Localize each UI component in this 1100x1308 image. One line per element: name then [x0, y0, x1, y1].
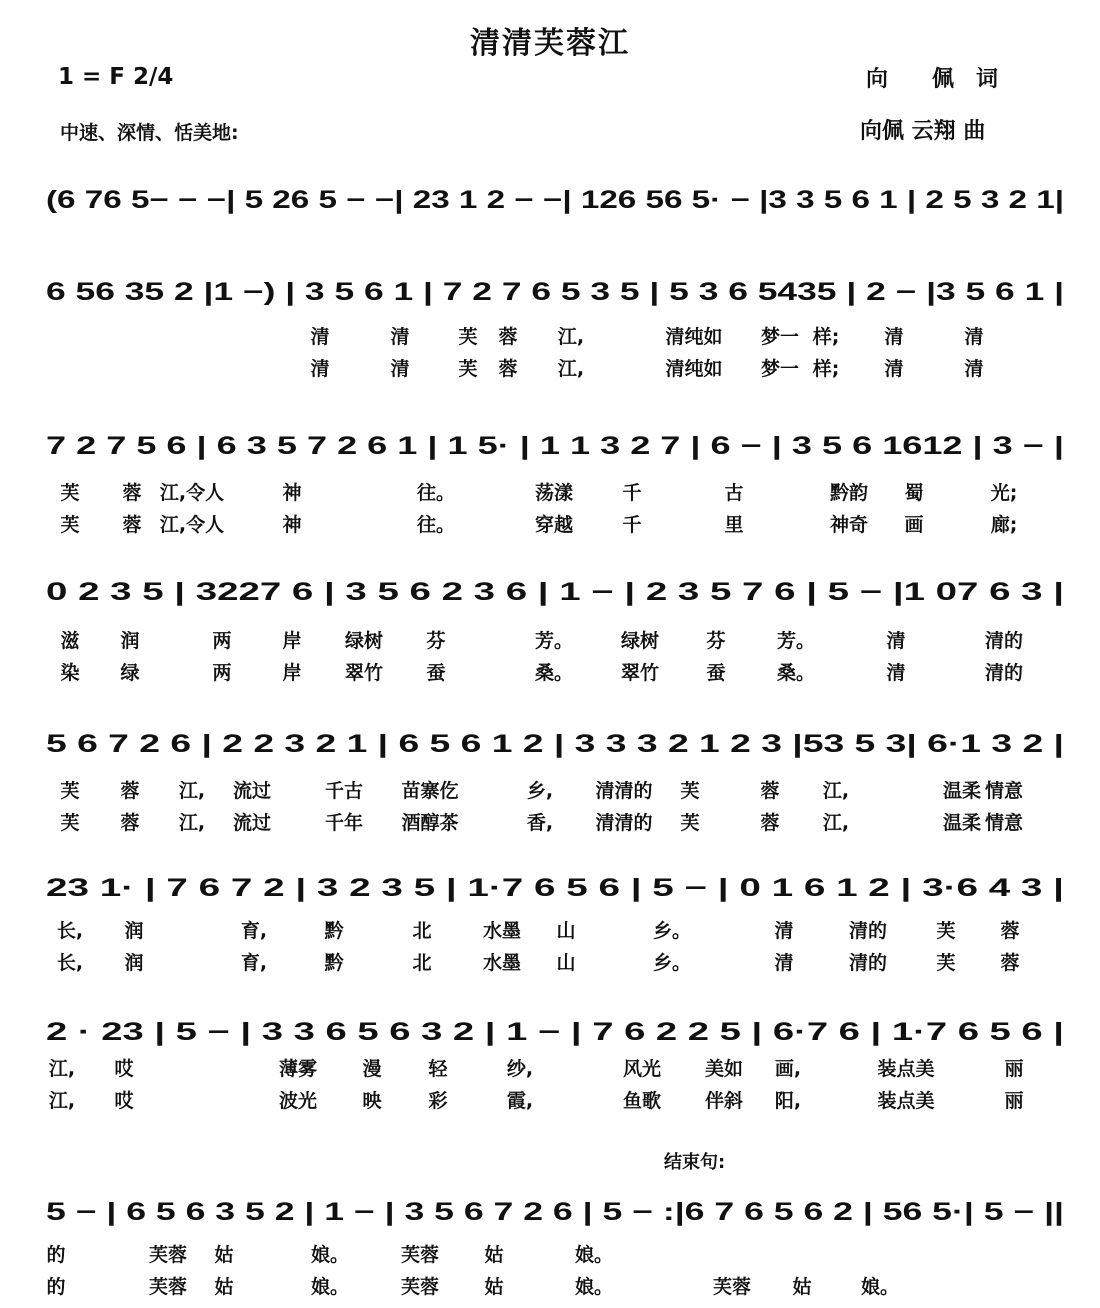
lyric-syllable: 伴斜: [704, 1090, 744, 1112]
lyric-syllable: 黔: [324, 920, 344, 942]
notation-text: 7 2 7 5 6 | 6 3 5 7 2 6 1 | 1 5· | 1 1 3 2 7 | 6 − | 3 5 6 1612 | 3 − |: [46, 432, 1064, 460]
lyric-syllable: 黔韵: [829, 482, 869, 504]
lyric-syllable: 清: [310, 358, 330, 380]
lyric-syllable: 娘。: [574, 1276, 614, 1298]
lyric-syllable: 芙: [680, 780, 700, 802]
lyric-syllable: 姑: [214, 1244, 234, 1266]
lyric-syllable: 映: [362, 1090, 382, 1112]
lyric-syllable: 芙: [60, 514, 80, 536]
lyric-syllable: 江,: [48, 1058, 76, 1080]
lyric-syllable: 娘。: [310, 1276, 350, 1298]
lyric-syllable: 山: [556, 952, 576, 974]
lyric-syllable: 蓉: [1000, 952, 1020, 974]
lyrics-verse-1: [44, 478, 1068, 508]
lyric-syllable: 苗寨仡: [401, 780, 459, 802]
lyric-syllable: 芙蓉: [148, 1244, 188, 1266]
lyric-syllable: 芙: [458, 326, 478, 348]
lyric-syllable: 的: [46, 1244, 66, 1266]
lyric-syllable: 桑。: [534, 662, 574, 684]
lyric-syllable: 装点美: [877, 1058, 935, 1080]
lyric-syllable: 流过: [232, 780, 272, 802]
lyric-syllable: 清纯如: [665, 358, 723, 380]
lyric-syllable: 神: [282, 514, 302, 536]
lyric-syllable: 江,令人: [159, 482, 225, 504]
lyric-syllable: 芬: [426, 630, 446, 652]
lyric-syllable: 北: [412, 920, 432, 942]
lyric-syllable: 酒醇茶: [401, 812, 459, 834]
lyric-syllable: 温柔: [942, 812, 982, 834]
lyric-syllable: 神奇: [829, 514, 869, 536]
lyric-syllable: 芙: [60, 812, 80, 834]
lyric-syllable: 哎: [114, 1090, 134, 1112]
lyrics-verse-1: [44, 322, 1068, 352]
lyric-syllable: 梦一: [760, 326, 800, 348]
lyric-syllable: 润: [124, 952, 144, 974]
lyric-syllable: 波光: [278, 1090, 318, 1112]
notation-text: 5 6 7 2 6 | 2 2 3 2 1 | 6 5 6 1 2 | 3 3 3 2 1 2 3 |53 5 3| 6·1 3 2 |: [46, 730, 1064, 758]
lyric-syllable: 娘。: [860, 1276, 900, 1298]
lyric-syllable: 阳,: [774, 1090, 802, 1112]
lyric-syllable: 姑: [214, 1276, 234, 1298]
lyric-syllable: 蓉: [498, 326, 518, 348]
lyric-syllable: 翠竹: [344, 662, 384, 684]
lyric-syllable: 样;: [812, 326, 840, 348]
lyric-syllable: 彩: [428, 1090, 448, 1112]
lyric-syllable: 风光: [622, 1058, 662, 1080]
lyric-syllable: 样;: [812, 358, 840, 380]
lyric-syllable: 芙: [936, 920, 956, 942]
key-signature: 1 = F 2/4: [58, 64, 174, 90]
lyric-syllable: 姑: [792, 1276, 812, 1298]
lyric-syllable: 蓉: [120, 812, 140, 834]
lyric-syllable: 水墨: [482, 920, 522, 942]
lyric-syllable: 芳。: [776, 630, 816, 652]
lyric-syllable: 情意: [984, 812, 1024, 834]
lyric-syllable: 清: [964, 326, 984, 348]
lyric-syllable: 往。: [416, 514, 456, 536]
lyric-syllable: 清的: [984, 630, 1024, 652]
lyric-syllable: 绿: [120, 662, 140, 684]
lyric-syllable: 丽: [1004, 1090, 1024, 1112]
lyric-syllable: 绿树: [344, 630, 384, 652]
notation-line: [44, 1010, 1068, 1050]
lyric-syllable: 娘。: [574, 1244, 614, 1266]
notation-text: 2 · 23 | 5 − | 3 3 6 5 6 3 2 | 1 − | 7 6 2 2 5 | 6·7 6 | 1·7 6 5 6 |: [46, 1018, 1064, 1046]
notation-text: 6 56 35 2 |1 −) | 3 5 6 1 | 7 2 7 6 5 3 5 | 5 3 6 5435 | 2 − |3 5 6 1 |: [46, 278, 1064, 306]
notation-text: (6 76 5− − −| 5 26 5 − −| 23 1 2 − −| 126 56 5· − |3 3 5 6 1 | 2 5 3 2 1|: [46, 186, 1064, 214]
lyric-syllable: 轻: [428, 1058, 448, 1080]
lyric-syllable: 山: [556, 920, 576, 942]
lyric-syllable: 清: [884, 358, 904, 380]
lyric-syllable: 清: [886, 662, 906, 684]
lyric-syllable: 清: [310, 326, 330, 348]
lyric-syllable: 乡,: [526, 780, 554, 802]
lyric-syllable: 美如: [704, 1058, 744, 1080]
ending-label: 结束句:: [664, 1152, 726, 1173]
lyric-syllable: 乡。: [652, 920, 692, 942]
lyric-syllable: 荡漾: [534, 482, 574, 504]
notation-line: [44, 178, 1068, 218]
lyric-syllable: 鱼歌: [622, 1090, 662, 1112]
lyric-syllable: 芙蓉: [712, 1276, 752, 1298]
lyric-syllable: 梦一: [760, 358, 800, 380]
lyric-syllable: 光;: [990, 482, 1018, 504]
lyric-syllable: 芙: [680, 812, 700, 834]
lyric-syllable: 千古: [324, 780, 364, 802]
lyric-syllable: 芙: [458, 358, 478, 380]
lyrics-verse-2: [44, 354, 1068, 384]
lyrics-verse-1: [44, 626, 1068, 656]
lyric-syllable: 清: [390, 326, 410, 348]
lyric-syllable: 清的: [984, 662, 1024, 684]
lyric-syllable: 润: [120, 630, 140, 652]
lyric-syllable: 清: [886, 630, 906, 652]
lyrics-verse-1: [44, 776, 1068, 806]
lyric-syllable: 芙: [60, 780, 80, 802]
lyric-syllable: 清: [964, 358, 984, 380]
lyric-syllable: 清纯如: [665, 326, 723, 348]
lyric-syllable: 情意: [984, 780, 1024, 802]
lyric-syllable: 岸: [282, 662, 302, 684]
lyric-syllable: 滋: [60, 630, 80, 652]
lyric-syllable: 千: [622, 514, 642, 536]
lyric-syllable: 染: [60, 662, 80, 684]
notation-text: 0 2 3 5 | 3227 6 | 3 5 6 2 3 6 | 1 − | 2 3 5 7 6 | 5 − |1 07 6 3 |: [46, 578, 1064, 606]
notation-text: 23 1· | 7 6 7 2 | 3 2 3 5 | 1·7 6 5 6 | 5 − | 0 1 6 1 2 | 3·6 4 3 |: [46, 874, 1064, 902]
lyric-syllable: 清的: [848, 952, 888, 974]
lyricist-credit: 向 佩 词: [866, 67, 999, 92]
lyric-syllable: 画: [904, 514, 924, 536]
lyric-syllable: 古: [724, 482, 744, 504]
notation-line: [44, 1190, 1068, 1230]
lyric-syllable: 蓉: [122, 482, 142, 504]
lyric-syllable: 江,: [178, 780, 206, 802]
lyric-syllable: 千: [622, 482, 642, 504]
lyric-syllable: 清清的: [595, 812, 653, 834]
lyrics-verse-2: [44, 948, 1068, 978]
lyric-syllable: 清的: [848, 920, 888, 942]
lyric-syllable: 芙: [936, 952, 956, 974]
lyric-syllable: 江,: [178, 812, 206, 834]
lyric-syllable: 蜀: [904, 482, 924, 504]
lyric-syllable: 育,: [240, 920, 268, 942]
lyric-syllable: 蓉: [760, 812, 780, 834]
lyric-syllable: 往。: [416, 482, 456, 504]
lyric-syllable: 温柔: [942, 780, 982, 802]
notation-line: [44, 424, 1068, 464]
lyric-syllable: 清: [884, 326, 904, 348]
lyric-syllable: 纱,: [506, 1058, 534, 1080]
notation-line: [44, 270, 1068, 310]
lyric-syllable: 画,: [774, 1058, 802, 1080]
lyric-syllable: 廊;: [990, 514, 1018, 536]
song-title: 清清芙蓉江: [470, 26, 630, 61]
lyric-syllable: 两: [212, 630, 232, 652]
lyric-syllable: 蓉: [122, 514, 142, 536]
notation-text: 5 − | 6 5 6 3 5 2 | 1 − | 3 5 6 7 2 6 | 5 − :|6 7 6 5 6 2 | 56 5·| 5 − ||: [46, 1198, 1064, 1226]
lyric-syllable: 姑: [484, 1244, 504, 1266]
lyric-syllable: 水墨: [482, 952, 522, 974]
lyric-syllable: 芙蓉: [400, 1244, 440, 1266]
tempo-marking: 中速、深情、恬美地:: [60, 122, 239, 144]
lyric-syllable: 姑: [484, 1276, 504, 1298]
notation-line: [44, 866, 1068, 906]
lyrics-verse-1: [44, 1240, 1068, 1270]
lyrics-verse-2: [44, 510, 1068, 540]
lyric-syllable: 江,: [822, 812, 850, 834]
lyric-syllable: 香,: [526, 812, 554, 834]
lyric-syllable: 芙: [60, 482, 80, 504]
lyric-syllable: 蚕: [426, 662, 446, 684]
lyric-syllable: 黔: [324, 952, 344, 974]
lyric-syllable: 润: [124, 920, 144, 942]
lyric-syllable: 清清的: [595, 780, 653, 802]
lyrics-verse-2: [44, 1086, 1068, 1116]
lyric-syllable: 江,令人: [159, 514, 225, 536]
lyric-syllable: 蓉: [760, 780, 780, 802]
lyric-syllable: 芙蓉: [400, 1276, 440, 1298]
lyric-syllable: 清: [774, 920, 794, 942]
lyric-syllable: 流过: [232, 812, 272, 834]
lyric-syllable: 江,: [822, 780, 850, 802]
notation-line: [44, 722, 1068, 762]
lyrics-verse-2: [44, 808, 1068, 838]
lyric-syllable: 乡。: [652, 952, 692, 974]
lyrics-verse-2: [44, 658, 1068, 688]
lyric-syllable: 里: [724, 514, 744, 536]
lyric-syllable: 娘。: [310, 1244, 350, 1266]
lyric-syllable: 千年: [324, 812, 364, 834]
composer-credit: 向佩 云翔 曲: [860, 119, 986, 144]
lyric-syllable: 江,: [557, 358, 585, 380]
lyric-syllable: 蚕: [706, 662, 726, 684]
lyric-syllable: 哎: [114, 1058, 134, 1080]
lyrics-verse-1: [44, 916, 1068, 946]
lyric-syllable: 漫: [362, 1058, 382, 1080]
lyrics-verse-2: [44, 1272, 1068, 1302]
lyric-syllable: 芙蓉: [148, 1276, 188, 1298]
lyric-syllable: 北: [412, 952, 432, 974]
lyric-syllable: 神: [282, 482, 302, 504]
lyric-syllable: 芬: [706, 630, 726, 652]
lyric-syllable: 薄雾: [278, 1058, 318, 1080]
lyrics-verse-1: [44, 1054, 1068, 1084]
lyric-syllable: 清: [390, 358, 410, 380]
lyric-syllable: 江,: [557, 326, 585, 348]
lyric-syllable: 育,: [240, 952, 268, 974]
lyric-syllable: 穿越: [534, 514, 574, 536]
lyric-syllable: 两: [212, 662, 232, 684]
lyric-syllable: 绿树: [620, 630, 660, 652]
lyric-syllable: 芳。: [534, 630, 574, 652]
lyric-syllable: 蓉: [498, 358, 518, 380]
lyric-syllable: 蓉: [1000, 920, 1020, 942]
lyric-syllable: 翠竹: [620, 662, 660, 684]
lyric-syllable: 丽: [1004, 1058, 1024, 1080]
lyric-syllable: 蓉: [120, 780, 140, 802]
lyric-syllable: 装点美: [877, 1090, 935, 1112]
lyric-syllable: 长,: [56, 920, 84, 942]
lyric-syllable: 江,: [48, 1090, 76, 1112]
lyric-syllable: 桑。: [776, 662, 816, 684]
lyric-syllable: 清: [774, 952, 794, 974]
notation-line: [44, 570, 1068, 610]
lyric-syllable: 的: [46, 1276, 66, 1298]
lyric-syllable: 长,: [56, 952, 84, 974]
lyric-syllable: 岸: [282, 630, 302, 652]
lyric-syllable: 霞,: [506, 1090, 534, 1112]
